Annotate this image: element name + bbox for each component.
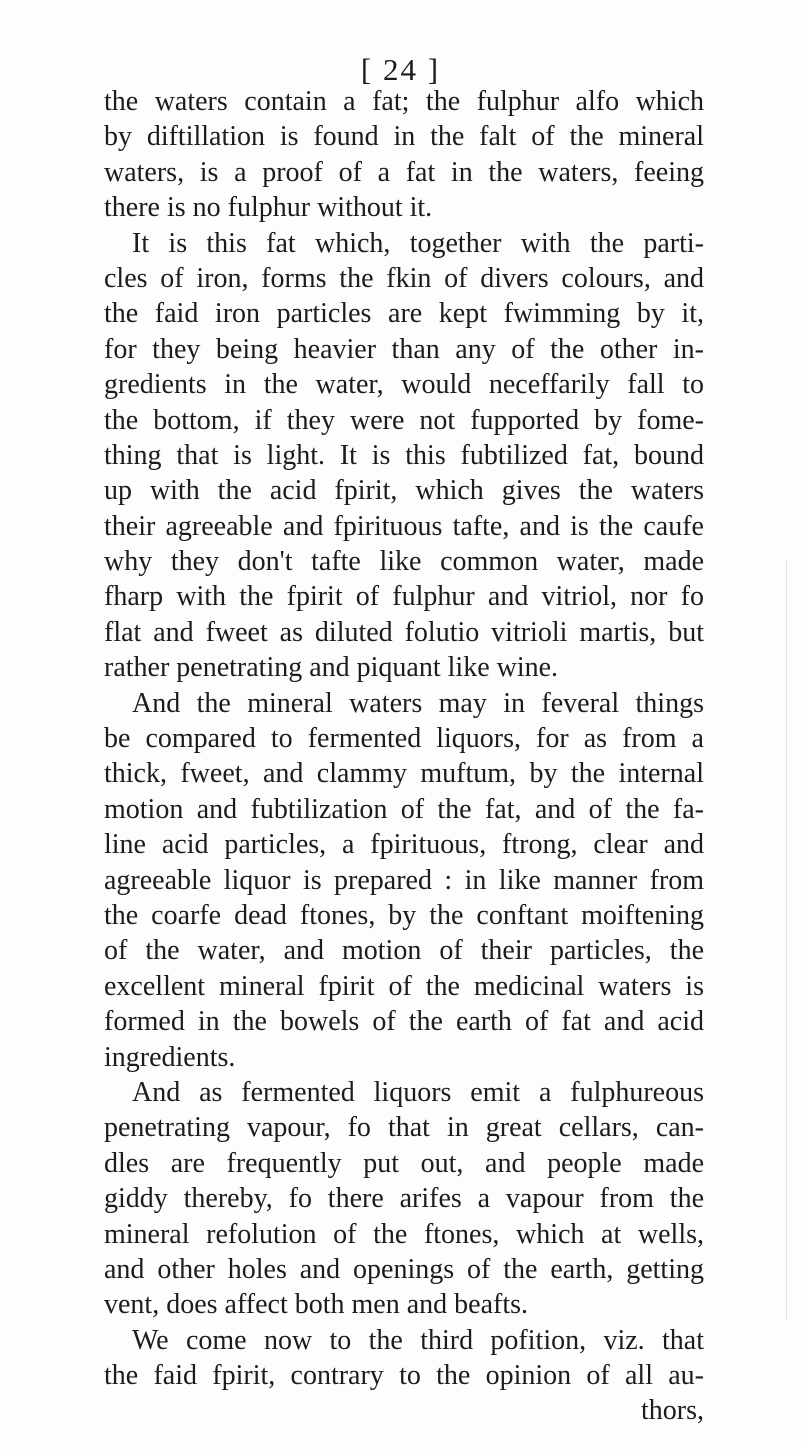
text-line: flat and fweet as diluted folutio vitrioli martis, but (104, 616, 704, 648)
text-line: penetrating vapour, fo that in great cellars, can- (104, 1112, 704, 1144)
text-line: for they being heavier than any of the other in- (104, 333, 704, 365)
text-line: the coarfe dead ftones, by the conftant moiftening (104, 899, 704, 931)
text-line: vent, does affect both men and beafts. (104, 1289, 529, 1321)
text-line: there is no fulphur without it. (104, 192, 433, 224)
text-line: giddy thereby, fo there arifes a vapour from the (104, 1183, 704, 1215)
text-line: thick, fweet, and clammy muftum, by the internal (104, 758, 704, 790)
page-edge-shadow (786, 560, 787, 1320)
text-line: the faid fpirit, contrary to the opinion of all au- (104, 1360, 704, 1392)
body-text (104, 84, 704, 1429)
text-line: formed in the bowels of the earth of fat and acid (104, 1006, 704, 1038)
text-line: their agreeable and fpirituous tafte, and is the caufe (104, 510, 704, 542)
text-line: why they don't tafte like common water, made (104, 546, 704, 578)
text-line: up with the acid fpirit, which gives the waters (104, 475, 704, 507)
text-line: gredients in the water, would neceffarily fall to (104, 369, 704, 401)
text-line: dles are frequently put out, and people made (104, 1147, 704, 1179)
text-line: excellent mineral fpirit of the medicinal waters is (104, 970, 704, 1002)
text-line: motion and fubtilization of the fat, and of the fa- (104, 793, 704, 825)
text-line: be compared to fermented liquors, for as from a (104, 723, 704, 755)
text-line: It is this fat which, together with the parti- (132, 227, 704, 259)
text-line: thors, (641, 1395, 704, 1427)
text-line: mineral refolution of the ftones, which at wells, (104, 1218, 704, 1250)
text-line: line acid particles, a fpirituous, ftrong, clear and (104, 829, 704, 861)
text-line: fharp with the fpirit of fulphur and vitriol, nor fo (104, 581, 704, 613)
page-number: [ 24 ] (360, 52, 441, 87)
text-line: thing that is light. It is this fubtilized fat, bound (104, 439, 704, 471)
text-line: by diftillation is found in the falt of the mineral (104, 121, 704, 153)
text-line: And as fermented liquors emit a fulphureous (132, 1076, 704, 1108)
text-line: the bottom, if they were not fupported by fome- (104, 404, 704, 436)
text-line: the waters contain a fat; the fulphur alfo which (104, 86, 704, 117)
text-line: rather penetrating and piquant like wine. (104, 652, 559, 684)
text-line: waters, is a proof of a fat in the waters, feeing (104, 156, 704, 188)
text-line: agreeable liquor is prepared : in like manner from (104, 864, 704, 896)
text-line: the faid iron particles are kept fwimming by it, (104, 298, 704, 330)
text-line: cles of iron, forms the fkin of divers colours, and (104, 262, 704, 294)
text-line: We come now to the third pofition, viz. that (132, 1324, 704, 1356)
text-line: ingredients. (104, 1041, 236, 1073)
text-line: of the water, and motion of their particles, the (104, 935, 704, 967)
text-line: And the mineral waters may in feveral things (132, 687, 704, 719)
text-line: and other holes and openings of the earth, getting (104, 1253, 704, 1285)
